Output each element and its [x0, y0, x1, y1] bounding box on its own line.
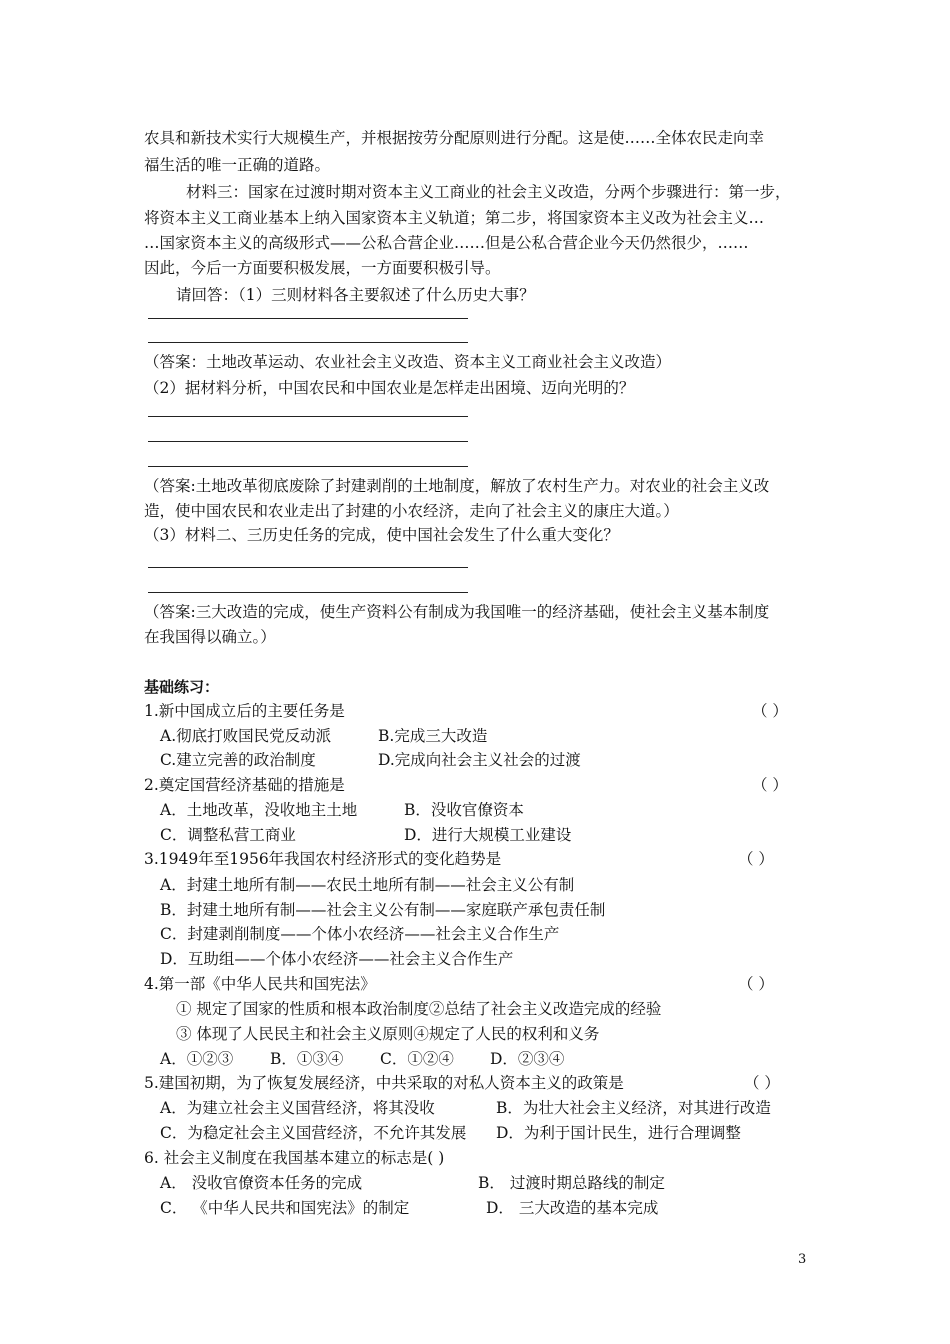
option: A．为建立社会主义国营经济，将其没收	[160, 1099, 435, 1117]
option: A．土地改革，没收地主土地	[160, 801, 358, 819]
answer-bracket: （ ）	[752, 702, 788, 720]
passage-line: 农具和新技术实行大规模生产，并根据按劳分配原则进行分配。这是使……全体农民走向幸	[144, 129, 765, 147]
option: B． 过渡时期总路线的制定	[478, 1174, 665, 1192]
answer-bracket: （ ）	[738, 975, 774, 993]
answer-bracket: （ ）	[752, 776, 788, 794]
option: B．为壮大社会主义经济，对其进行改造	[496, 1099, 771, 1117]
exercise-question: 1.新中国成立后的主要任务是	[144, 702, 345, 720]
question-2: （2）据材料分析，中国农民和中国农业是怎样走出困境、迈向光明的？	[144, 379, 635, 397]
question-3: （3）材料二、三历史任务的完成，使中国社会发生了什么重大变化？	[144, 526, 619, 544]
option: B．封建土地所有制——社会主义公有制——家庭联产承包责任制	[160, 901, 606, 919]
exercise-question: 4.第一部《中华人民共和国宪法》	[144, 975, 376, 993]
option: A．①②③	[160, 1050, 234, 1068]
option: A.彻底打败国民党反动派	[160, 727, 332, 745]
answer-1: （答案：土地改革运动、农业社会主义改造、资本主义工商业社会主义改造）	[144, 353, 672, 371]
option: D．进行大规模工业建设	[404, 826, 572, 844]
option: C． 《中华人民共和国宪法》的制定	[160, 1199, 410, 1217]
answer-line	[148, 318, 468, 319]
exercise-question: 6. 社会主义制度在我国基本建立的标志是( )	[144, 1149, 445, 1167]
passage-line: 因此，今后一方面要积极发展，一方面要积极引导。	[144, 259, 501, 277]
answer-line	[148, 441, 468, 442]
option: B.完成三大改造	[378, 727, 488, 745]
exercise-question: 5.建国初期，为了恢复发展经济，中共采取的对私人资本主义的政策是	[144, 1074, 624, 1092]
option: B．①③④	[270, 1050, 344, 1068]
option: D． 三大改造的基本完成	[486, 1199, 659, 1217]
option: C．封建剥削制度——个体小农经济——社会主义合作生产	[160, 925, 560, 943]
answer-line	[148, 592, 468, 593]
option: D．互助组——个体小农经济——社会主义合作生产	[160, 950, 514, 968]
statement: ③ 体现了人民民主和社会主义原则④规定了人民的权利和义务	[176, 1025, 600, 1043]
option: D．②③④	[490, 1050, 565, 1068]
option: A． 没收官僚资本任务的完成	[160, 1174, 363, 1192]
passage-line: 将资本主义工商业基本上纳入国家资本主义轨道；第二步，将国家资本主义改为社会主义…	[144, 209, 765, 227]
answer-2: 造，使中国农民和农业走出了封建的小农经济，走向了社会主义的康庄大道。）	[144, 502, 679, 520]
answer-3: （答案:三大改造的完成，使生产资料公有制成为我国唯一的经济基础，使社会主义基本制度	[144, 603, 770, 621]
option: C．为稳定社会主义国营经济，不允许其发展	[160, 1124, 467, 1142]
answer-line	[148, 416, 468, 417]
answer-bracket: （ ）	[738, 850, 774, 868]
answer-line	[148, 342, 468, 343]
answer-2: （答案:土地改革彻底废除了封建剥削的土地制度，解放了农村生产力。对农业的社会主义改	[144, 477, 770, 495]
option: C．调整私营工商业	[160, 826, 296, 844]
exercise-question: 2.奠定国营经济基础的措施是	[144, 776, 345, 794]
option: D．为利于国计民生，进行合理调整	[496, 1124, 741, 1142]
exercise-question: 3.1949年至1956年我国农村经济形式的变化趋势是	[144, 850, 502, 868]
answer-3: 在我国得以确立。）	[144, 628, 276, 646]
passage-line: 材料三：国家在过渡时期对资本主义工商业的社会主义改造，分两个步骤进行：第一步，	[186, 183, 791, 201]
passage-line: 福生活的唯一正确的道路。	[144, 156, 331, 174]
answer-bracket: （ ）	[744, 1074, 780, 1092]
option: B．没收官僚资本	[404, 801, 524, 819]
answer-line	[148, 567, 468, 568]
option: D.完成向社会主义社会的过渡	[378, 751, 581, 769]
section-heading: 基础练习：	[144, 678, 220, 696]
question-1: 请回答：（1）三则材料各主要叙述了什么历史大事？	[176, 286, 535, 304]
passage-line: …国家资本主义的高级形式——公私合营企业……但是公私合营企业今天仍然很少，……	[144, 234, 749, 252]
answer-line	[148, 466, 468, 467]
option: C.建立完善的政治制度	[160, 751, 316, 769]
option: C．①②④	[380, 1050, 454, 1068]
option: A．封建土地所有制——农民土地所有制——社会主义公有制	[160, 876, 575, 894]
page-number: 3	[798, 1252, 807, 1267]
statement: ① 规定了国家的性质和根本政治制度②总结了社会主义改造完成的经验	[176, 1000, 662, 1018]
